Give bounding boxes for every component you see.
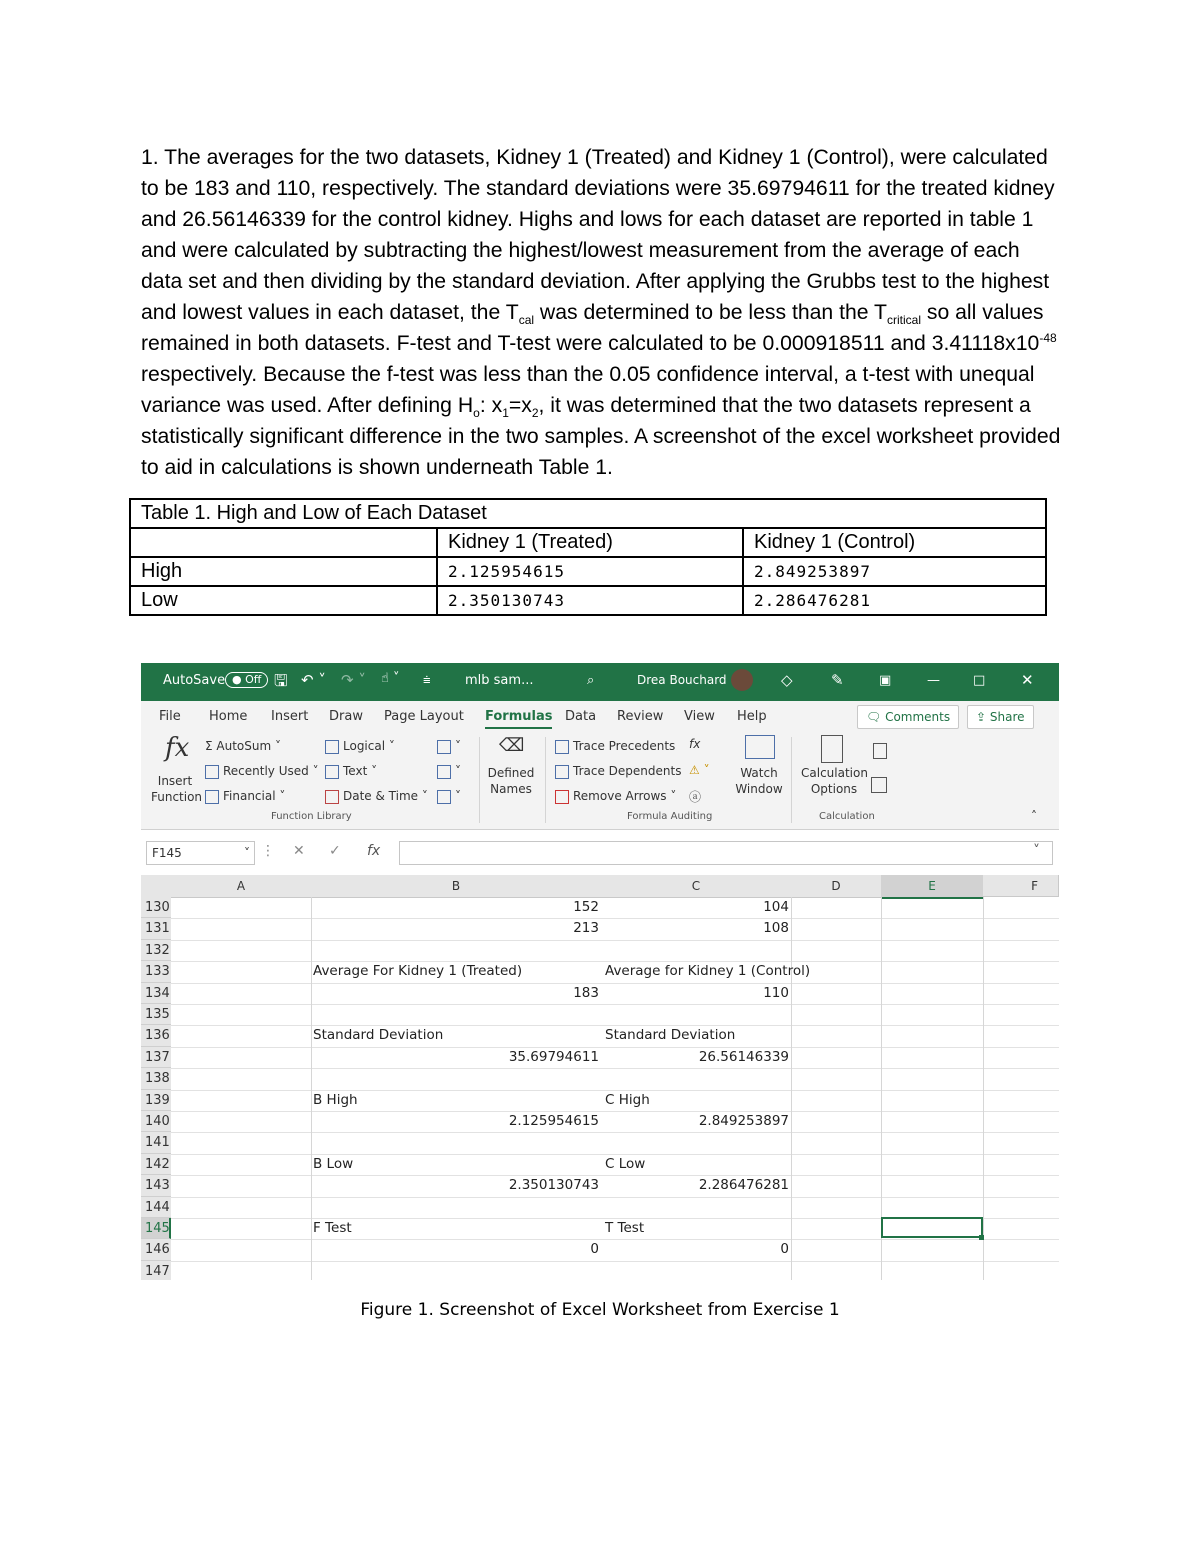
row-header[interactable]: 140 [141, 1111, 171, 1132]
table-cell: 2.286476281 [743, 586, 1046, 615]
date-time-button[interactable]: Date & Time ˅ [325, 789, 428, 804]
excel-screenshot [141, 663, 1059, 1280]
row-label: Low [130, 586, 437, 615]
evaluate-formula-icon[interactable]: ⓐ [689, 790, 702, 804]
touch-mode-icon[interactable]: ☝ ˅ [381, 671, 400, 686]
worksheet-grid [141, 875, 1059, 1280]
recently-used-button[interactable]: Recently Used ˅ [205, 764, 319, 779]
column-header-b[interactable]: B [311, 875, 602, 898]
cell-b133[interactable]: Average For Kidney 1 (Treated) [313, 963, 523, 980]
pen-icon[interactable]: ✎ [831, 671, 844, 689]
financial-button[interactable]: Financial ˅ [205, 789, 285, 804]
table-cell: 2.125954615 [437, 557, 743, 586]
row-header[interactable]: 135 [141, 1004, 171, 1025]
text-icon [325, 765, 339, 779]
user-name[interactable]: Drea Bouchard [637, 673, 727, 687]
menu-bar [141, 701, 1059, 731]
calc-now-icon[interactable] [873, 743, 887, 759]
formula-input[interactable] [399, 841, 1053, 865]
gridline [311, 897, 312, 1280]
file-name[interactable]: mlb sam... [465, 673, 534, 688]
ribbon [141, 731, 1059, 830]
cell-b134[interactable]: 183 [573, 984, 599, 1001]
trace-precedents-icon [555, 740, 569, 754]
trace-precedents-button[interactable]: Trace Precedents [555, 739, 675, 754]
cell-b142[interactable]: B Low [313, 1155, 354, 1172]
cell-c130[interactable]: 104 [763, 899, 789, 915]
cell-b130[interactable]: 152 [573, 899, 599, 915]
calendar-icon [325, 790, 339, 804]
more-functions-button[interactable]: ˅ [437, 789, 461, 804]
tab-view[interactable]: View [684, 709, 715, 724]
tab-home[interactable]: Home [209, 709, 248, 724]
tab-formulas[interactable]: Formulas [485, 709, 552, 729]
watch-window-button[interactable]: Watch Window [735, 766, 783, 796]
diamond-icon[interactable]: ◇ [781, 671, 793, 689]
math-trig-button[interactable]: ˅ [437, 764, 461, 779]
gridline [171, 983, 1059, 984]
selected-cell[interactable] [881, 1217, 983, 1238]
cell-b136[interactable]: Standard Deviation [313, 1027, 444, 1044]
redo-icon[interactable]: ↷ ˅ [341, 671, 366, 689]
cell-c139[interactable]: C High [605, 1091, 650, 1108]
cell-b139[interactable]: B High [313, 1091, 358, 1108]
cell-b146[interactable]: 0 [590, 1241, 599, 1258]
row-header[interactable]: 130 [141, 897, 171, 918]
ribbon-separator [791, 737, 792, 823]
gridline [171, 1197, 1059, 1198]
close-icon[interactable]: ✕ [1021, 671, 1034, 689]
calc-sheet-icon[interactable] [871, 777, 887, 793]
row-label: High [130, 557, 437, 586]
insert-function-icon[interactable]: fx [165, 733, 190, 763]
autosave-toggle[interactable]: ● Off [225, 672, 268, 688]
search-icon[interactable]: ⌕ [587, 673, 595, 688]
row-header[interactable]: 144 [141, 1197, 171, 1218]
table-header-cell [130, 528, 437, 557]
body-paragraph: 1. The averages for the two datasets, Kidney 1 (Treated) and Kidney 1 (Control), were calculated to be 183 and 110, respectively. The standard deviations were 35.69794611 for the treated kidney and 26.56146339 for the control kidney. Highs and lows for each dataset are reported in table 1 and were calculated by subtracting the highest/lowest measurement from the average of each data set and then dividing by the standard deviation. After applying the Grubbs test to the highest and lowest values in each dataset, the $T_{cal}$ was determined to be less than the $T_{critical}$ so all values remained in both datasets. F-test and T-test were calculated to be 0.000918511 and $3.41118x10^{-48}$ respectively. Because the f-test was less than the 0.05 confidence interval, a t-test with unequal variance was used. After defining $H_o$: $x_1=x_2$, it was determined that the two datasets represent a statistically significant difference in the two samples. A screenshot of the excel worksheet provided to aid in calculations is shown underneath Table 1. [141, 146, 1061, 479]
group-label-function-library: Function Library [271, 811, 352, 822]
trace-dependents-icon [555, 765, 569, 779]
fill-handle[interactable] [979, 1235, 984, 1240]
row-header[interactable]: 139 [141, 1090, 171, 1111]
cell-c140[interactable]: 2.849253897 [698, 1113, 789, 1129]
ribbon-separator [545, 737, 546, 823]
calculation-options-button[interactable]: Calculation Options [801, 766, 868, 796]
formula-bar [141, 837, 1059, 867]
autosave-label: AutoSave [163, 673, 226, 688]
enter-icon[interactable]: ✓ [329, 843, 341, 859]
gridline [171, 1175, 1059, 1176]
gridline [983, 897, 984, 1280]
row-header[interactable]: 133 [141, 961, 171, 982]
cell-b137[interactable]: 35.69794611 [508, 1048, 599, 1065]
row-header[interactable]: 141 [141, 1132, 171, 1153]
table-caption: Table 1. High and Low of Each Dataset [130, 499, 1046, 528]
figure-caption: Figure 1. Screenshot of Excel Worksheet from Exercise 1 [360, 1300, 840, 1320]
cell-b131[interactable]: 213 [573, 920, 599, 937]
table-row [130, 557, 1046, 586]
error-checking-icon[interactable]: ⚠ ˅ [689, 763, 710, 777]
cell-b140[interactable]: 2.125954615 [508, 1113, 599, 1129]
gridline [171, 1004, 1059, 1005]
gridline [171, 1068, 1059, 1069]
tab-draw[interactable]: Draw [329, 709, 363, 724]
logical-icon [325, 740, 339, 754]
cell-c131[interactable]: 108 [763, 920, 789, 937]
cell-c145[interactable]: T Test [605, 1220, 645, 1236]
row-header[interactable]: 147 [141, 1261, 171, 1280]
table-cell: 2.849253897 [743, 557, 1046, 586]
row-header[interactable]: 146 [141, 1239, 171, 1260]
gridline [171, 940, 1059, 941]
cell-c142[interactable]: C Low [605, 1155, 646, 1172]
avatar[interactable] [731, 669, 753, 691]
column-header-f[interactable]: F [983, 875, 1059, 897]
name-manager-icon[interactable]: ⌫ [499, 735, 525, 756]
table-cell: 2.350130743 [437, 586, 743, 615]
cell-c137[interactable]: 26.56146339 [698, 1048, 789, 1065]
row-header[interactable]: 134 [141, 983, 171, 1004]
row-header[interactable]: 131 [141, 918, 171, 939]
trace-dependents-button[interactable]: Trace Dependents [555, 764, 681, 779]
sigma-icon: Σ [205, 739, 217, 753]
gridline [791, 897, 792, 1280]
row-header[interactable]: 136 [141, 1025, 171, 1046]
gridline [171, 1261, 1059, 1262]
table-row [130, 586, 1046, 615]
lookup-icon [437, 740, 451, 754]
fx-icon[interactable]: fx [367, 843, 381, 859]
save-icon[interactable]: 🖫 [274, 671, 288, 690]
cell-c146[interactable]: 0 [780, 1241, 789, 1258]
column-header-e[interactable]: E [881, 875, 984, 899]
defined-names-button[interactable]: Defined Names [487, 766, 535, 796]
math-icon [437, 765, 451, 779]
maximize-icon[interactable]: □ [973, 673, 986, 688]
collapse-ribbon-icon[interactable]: ˄ [1031, 809, 1037, 823]
select-all-corner[interactable] [141, 875, 172, 898]
lookup-button[interactable]: ˅ [437, 739, 461, 754]
gridline [171, 918, 1059, 919]
gridline [171, 1239, 1059, 1240]
tab-review[interactable]: Review [617, 709, 664, 724]
cell-c143[interactable]: 2.286476281 [698, 1177, 789, 1194]
remove-arrows-button[interactable]: Remove Arrows ˅ [555, 789, 676, 804]
tab-file[interactable]: File [159, 709, 181, 724]
table-1 [129, 498, 1047, 616]
watch-window-icon[interactable] [745, 735, 775, 759]
more-functions-icon [437, 790, 451, 804]
row-header[interactable]: 142 [141, 1154, 171, 1175]
ribbon-separator [479, 737, 480, 823]
cell-c136[interactable]: Standard Deviation [605, 1027, 736, 1044]
cell-b143[interactable]: 2.350130743 [508, 1177, 599, 1194]
row-header[interactable]: 138 [141, 1068, 171, 1089]
tab-insert[interactable]: Insert [271, 709, 309, 724]
table-header-cell: Kidney 1 (Control) [743, 528, 1046, 557]
tab-page-layout[interactable]: Page Layout [384, 709, 464, 724]
table-header-row [130, 528, 1046, 557]
ribbon-display-icon[interactable]: ▣ [879, 673, 892, 688]
text-button[interactable]: Text ˅ [325, 764, 377, 779]
row-header[interactable]: 145 [141, 1218, 171, 1239]
calculator-icon[interactable] [821, 735, 843, 763]
group-label-calculation: Calculation [819, 811, 875, 822]
show-formulas-icon[interactable]: fx [689, 737, 701, 751]
financial-icon [205, 790, 219, 804]
name-box[interactable]: F145 ˅ [146, 841, 255, 865]
group-label-formula-auditing: Formula Auditing [627, 811, 713, 822]
column-header-a[interactable]: A [171, 875, 312, 898]
insert-function-button[interactable]: Insert Function [151, 774, 203, 804]
gridline [171, 1111, 1059, 1112]
customize-qat-icon[interactable]: ⩧ [423, 673, 431, 688]
chevron-down-icon: ˅ [244, 846, 250, 860]
excel-titlebar [141, 663, 1059, 701]
share-button[interactable]: ⇪ Share [967, 705, 1034, 729]
logical-button[interactable]: Logical ˅ [325, 739, 395, 754]
gridline [171, 1047, 1059, 1048]
more-icon: ⋮ [261, 843, 275, 859]
row-header[interactable]: 143 [141, 1175, 171, 1196]
column-header-d[interactable]: D [791, 875, 882, 898]
undo-icon[interactable]: ↶ ˅ [301, 671, 326, 689]
cell-c134[interactable]: 110 [763, 984, 789, 1001]
expand-formula-icon[interactable]: ˅ [1033, 843, 1040, 859]
row-header[interactable]: 132 [141, 940, 171, 961]
cancel-icon[interactable]: ✕ [293, 843, 305, 859]
tab-data[interactable]: Data [565, 709, 597, 724]
comments-button[interactable]: 🗨 Comments [857, 705, 959, 729]
cell-c133[interactable]: Average for Kidney 1 (Control) [605, 963, 811, 980]
autosum-button[interactable]: Σ AutoSum ˅ [205, 739, 282, 753]
minimize-icon[interactable]: — [927, 673, 940, 688]
gridline [171, 1132, 1059, 1133]
recent-icon [205, 765, 219, 779]
cell-b145[interactable]: F Test [313, 1220, 352, 1236]
row-header[interactable]: 137 [141, 1047, 171, 1068]
tab-help[interactable]: Help [737, 709, 767, 724]
remove-arrows-icon [555, 790, 569, 804]
table-header-cell: Kidney 1 (Treated) [437, 528, 743, 557]
column-header-c[interactable]: C [601, 875, 792, 898]
